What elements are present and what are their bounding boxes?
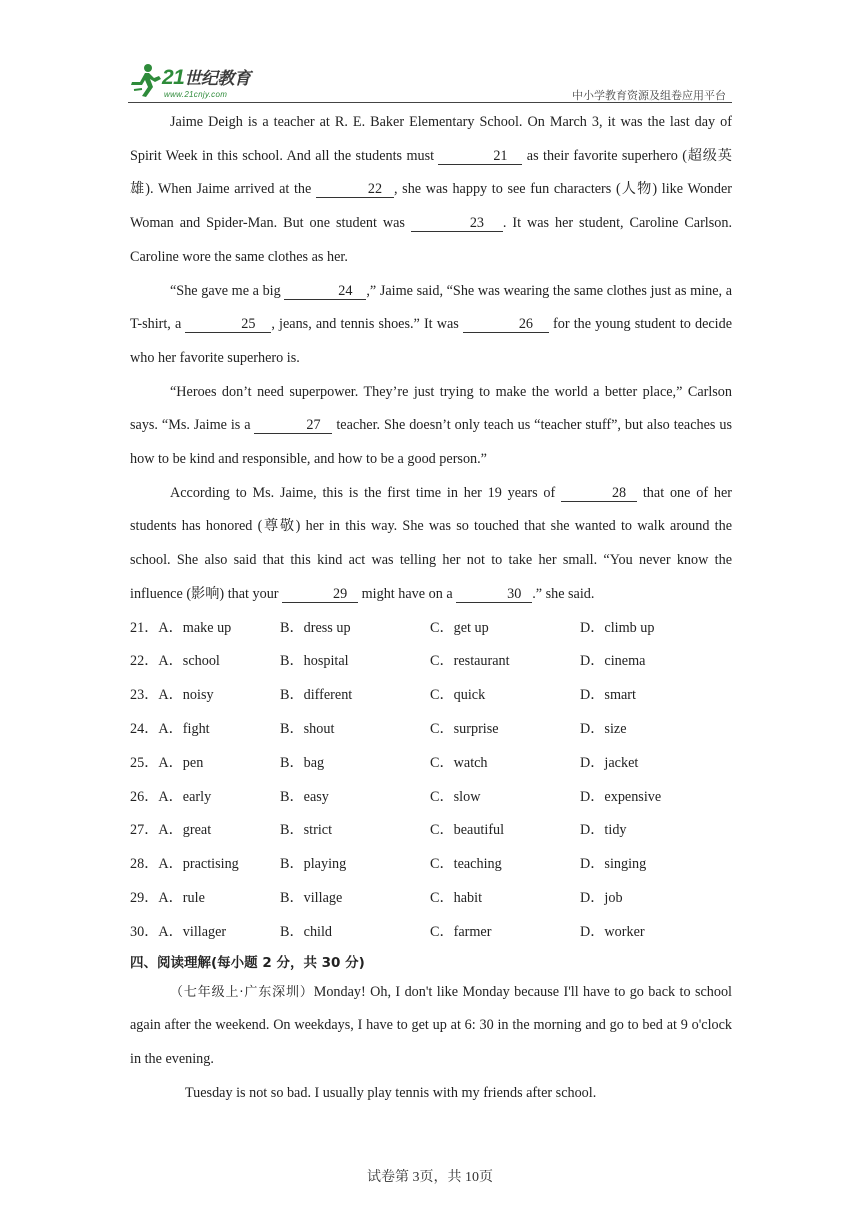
option-b: B．playing [280, 856, 347, 873]
text-run: According to Ms. Jaime, this is the first time in her 19 years of [170, 484, 562, 501]
reading-paragraph-1 [130, 976, 732, 1077]
blank-23: 23 [411, 215, 503, 232]
option-a: 29．A．rule [130, 889, 205, 906]
option-row-22 [130, 645, 732, 679]
option-d: D．smart [580, 687, 636, 704]
blank-29: 29 [282, 586, 358, 603]
text-run: “Heroes don’t need superpower. They’re just trying to make the world a better place,” Carlson says. “Ms. Jaime is a [130, 383, 732, 434]
blank-27: 27 [254, 417, 332, 434]
text-run: teacher. She doesn’t only teach us “teacher stuff”, but also teaches us how to be kind and responsible, and how to be a good person.” [130, 417, 732, 468]
option-b: B．strict [280, 822, 333, 839]
passage-paragraph-3 [130, 376, 732, 477]
logo-word: 世纪教育 [184, 69, 251, 89]
blank-26: 26 [463, 316, 549, 333]
option-d: D．tidy [580, 822, 627, 839]
option-a: 26．A．early [130, 788, 212, 805]
option-a: 22．A．school [130, 653, 220, 670]
blank-28: 28 [561, 485, 637, 502]
option-row-21 [130, 612, 732, 646]
option-d: D．worker [580, 923, 645, 940]
option-b: B．child [280, 923, 333, 940]
option-c: C．teaching [430, 856, 502, 873]
logo-number: 21 [162, 66, 185, 89]
logo-url: www.21cnjy.com [164, 90, 228, 99]
passage-paragraph-4 [130, 477, 732, 612]
logo-wordmark [162, 64, 250, 90]
option-b: B．hospital [280, 653, 349, 670]
option-row-29 [130, 882, 732, 916]
blank-22: 22 [316, 181, 394, 198]
text-run: .” she said. [532, 585, 595, 602]
text-run: as their favorite superhero (超级英雄). When Jaime arrived at the [130, 147, 732, 198]
header-tagline: 中小学教育资源及组卷应用平台 [572, 89, 726, 102]
option-row-30 [130, 916, 732, 950]
text-run: might have on a [358, 585, 457, 602]
option-a: 24．A．fight [130, 720, 210, 737]
blank-25: 25 [185, 316, 271, 333]
option-a: 27．A．great [130, 822, 212, 839]
option-b: B．different [280, 687, 353, 704]
page-header [128, 62, 732, 104]
option-b: B．dress up [280, 619, 351, 636]
text-run: Jaime Deigh is a teacher at R. E. Baker Elementary School. On March 3, it was the last day of Spirit Week in this school. And all the students must [130, 114, 732, 164]
option-a: 30．A．villager [130, 923, 227, 940]
reading-paragraph-2: Tuesday is not so bad. I usually play tennis with my friends after school. [185, 1084, 597, 1101]
option-d: D．job [580, 889, 623, 906]
source-tag: （七年级上·广东深圳） [170, 984, 314, 1000]
text-run: , she was happy to see fun characters (人物) like Wonder Woman and Spider-Man. But one student was [130, 181, 732, 232]
option-c: C．get up [430, 619, 489, 636]
option-c: C．quick [430, 687, 486, 704]
option-a: 28．A．practising [130, 856, 239, 873]
options-list [130, 612, 732, 950]
option-d: D．size [580, 720, 627, 737]
blank-21: 21 [438, 148, 522, 165]
option-c: C．habit [430, 889, 483, 906]
text-run: for the young student to decide who her favorite superhero is. [130, 316, 732, 366]
option-d: D．climb up [580, 619, 655, 636]
option-row-23 [130, 679, 732, 713]
section-4-title: 四、阅读理解(每小题 2 分，共 30 分) [130, 954, 365, 971]
option-b: B．bag [280, 754, 325, 771]
header-divider [128, 102, 732, 103]
option-a: 21．A．make up [130, 619, 232, 636]
text-run: ,” Jaime said, “She was wearing the same clothes just as mine, a T-shirt, a [130, 282, 732, 333]
option-b: B．easy [280, 788, 329, 805]
option-d: D．cinema [580, 653, 646, 670]
option-c: C．beautiful [430, 822, 505, 839]
blank-24: 24 [284, 283, 366, 300]
text-run: , jeans, and tennis shoes.” It was [271, 316, 463, 333]
passage-paragraph-2 [130, 275, 732, 376]
option-d: D．singing [580, 856, 647, 873]
option-c: C．slow [430, 788, 481, 805]
option-row-27 [130, 814, 732, 848]
option-c: C．watch [430, 754, 488, 771]
option-row-28 [130, 848, 732, 882]
option-d: D．expensive [580, 788, 662, 805]
text-run: Monday! Oh, I don't like Monday because I'll have to go back to school again after the weekend. On weekdays, I have to get up at 6: 30 in the morning and go to bed at 9 o'clock in the evening. [130, 983, 732, 1067]
option-row-26 [130, 781, 732, 815]
option-b: B．village [280, 889, 343, 906]
option-row-24 [130, 713, 732, 747]
text-run: “She gave me a big [170, 282, 285, 299]
option-a: 23．A．noisy [130, 687, 214, 704]
option-c: C．restaurant [430, 653, 510, 670]
option-row-25 [130, 747, 732, 781]
option-a: 25．A．pen [130, 754, 204, 771]
option-c: C．farmer [430, 923, 492, 940]
text-run: . It was her student, Caroline Carlson. Caroline wore the same clothes as her. [130, 215, 732, 265]
exam-content [130, 106, 732, 1110]
text-run: that one of her students has honored (尊敬) her in this way. She was so touched that she wanted to walk around the school. She also said that this kind act was telling her not to take her small. “You never know the influence (影响) that your [130, 484, 732, 602]
blank-30: 30 [456, 586, 532, 603]
option-b: B．shout [280, 720, 335, 737]
passage-paragraph-1 [130, 106, 732, 275]
page-footer: 试卷第 3页，共 10页 [367, 1170, 493, 1185]
option-c: C．surprise [430, 720, 499, 737]
option-d: D．jacket [580, 754, 639, 771]
